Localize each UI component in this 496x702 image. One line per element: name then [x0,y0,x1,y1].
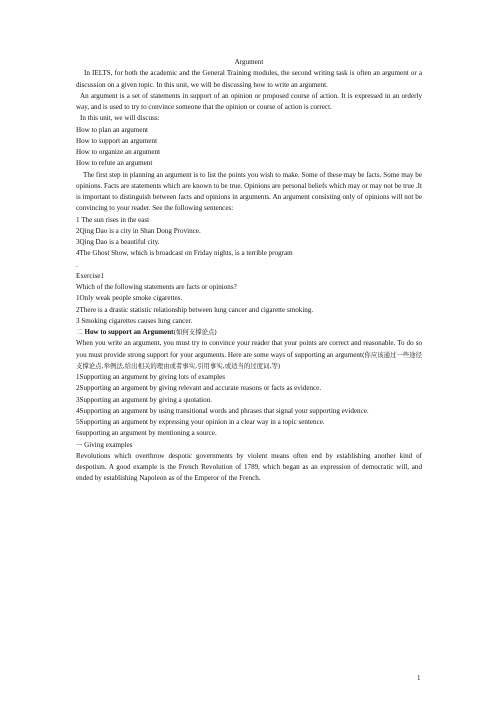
sentence-item: 4The Ghost Show, which is broadcast on Friday nights, is a terrible program [76,249,293,258]
topic-item: How to plan an argument [76,125,148,134]
discuss-heading: In this unit, we will discuss: [80,114,160,123]
exercise-item: 2There is a drastic statistic relationship between lung cancer and cigarette smoking. [76,305,314,314]
section-title-cn: (如何支撑论点) [173,328,217,336]
exercise-title: Exercise1 [76,271,104,280]
support-item: 5Supporting an argument by expressing your opinion in a clear way in a topic sentence. [76,418,325,426]
sentence-item: 3Qing Dao is a beautiful city. [76,238,160,246]
support-item: 6supporting an argument by mentioning a source. [76,429,217,438]
sentence-item: 2Qing Dao is a city in Shan Dong Province. [76,226,201,235]
exercise-prompt: Which of the following statements are facts or opinions? [76,283,237,291]
support-item: 1Supporting an argument by giving lots of examples [76,373,226,381]
examples-heading [76,440,422,451]
support-paragraph [76,338,422,372]
plan-paragraph: The first step in planning an argument is to list the points you wish to make. Some of these may be facts. Some may be opinions. Facts are statements which are known to be true. Opinions are personal beliefs which may or may not be true .It is important to distinguish between facts and opinions in arguments. An argument consisting only of opinions will not be convincing to your reader. See the following sentences: [76,170,422,213]
support-item: 2Supporting an argument by giving relevant and accurate reasons or facts as evidence. [76,384,322,393]
topic-item: How to refute an argument [76,159,153,168]
intro-paragraph-2: An argument is a set of statements in support of an opinion or proposed course of action. It is expressed in an orderly way, and is used to try to convince someone that the opinion or course of action is correct. [76,91,422,111]
section-number: 二 [76,328,85,336]
dot-line: . [76,260,78,269]
support-item: 4Supporting an argument by using transitional words and phrases that signal your supporting evidence. [76,406,369,415]
section-heading-support [76,327,422,338]
examples-heading-text: Giving examples [82,440,133,449]
topic-item: How to organize an argument [76,148,161,156]
section-title-en: How to support an Argument [84,328,174,336]
sentence-item: 1 The sun rises in the east [76,215,150,224]
document-body [76,57,422,485]
examples-number: 一 [76,440,83,449]
examples-paragraph: Revolutions which overthrow despotic governments by violent means often end by establishing another kind of despotism. A good example is the French Revolution of 1789, which began as an expression of democratic will, and ended by establishing Napoleon as of the Emperor of the French. [76,451,422,483]
page-number: 1 [417,674,421,682]
document-title: Argument [234,58,264,66]
support-item: 3Supporting an argument by giving a quotation. [76,395,213,404]
exercise-item: 3 Smoking cigarettes causes lung cancer. [76,316,193,325]
intro-paragraph-1: In IELTS, for both the academic and the General Training modules, the second writing task is often an argument or a discussion on a given topic. In this unit, we will be discussing how to write an argument. [76,69,422,89]
support-paragraph-cn: (你应该通过一些途径支撑论点,举例法,给出相关的理由或者事实,引用事实,或适当的过度词,等) [76,350,423,370]
topic-item: How to support an argument [76,136,158,145]
support-paragraph-en: When you write an argument, you must try to convince your reader that your points are correct and reasonable. To do so you must provide strong support for your arguments. Here are some ways of supporting an argument [76,339,422,359]
exercise-item: 1Only weak people smoke cigarettes. [76,294,183,303]
